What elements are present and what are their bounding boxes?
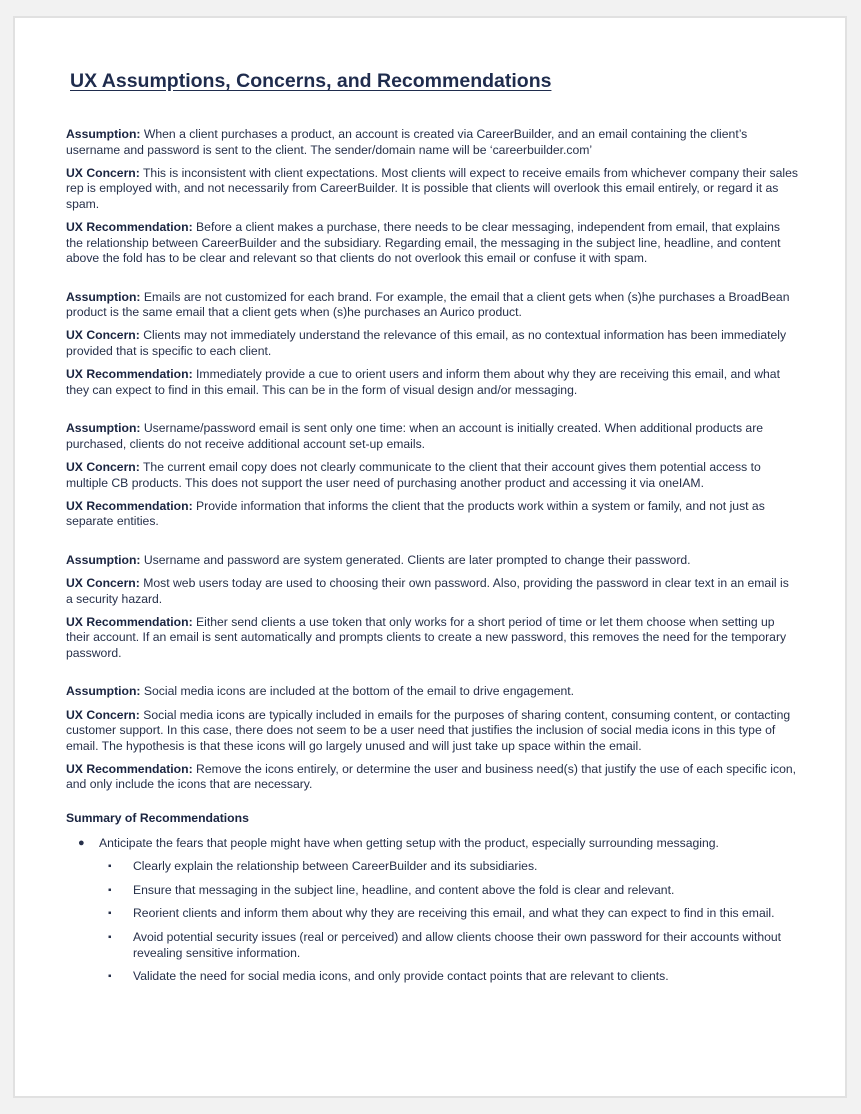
assumption-paragraph bbox=[66, 684, 798, 700]
assumption-label: Assumption: bbox=[66, 127, 141, 141]
summary-main-text: Anticipate the fears that people might have when getting setup with the product, especially surrounding messaging. bbox=[99, 835, 719, 850]
assumption-text: Username and password are system generated. Clients are later prompted to change their password. bbox=[143, 552, 691, 567]
list-item bbox=[108, 929, 798, 961]
section-password-generation bbox=[66, 553, 798, 662]
concern-label: UX Concern: bbox=[66, 460, 140, 474]
concern-paragraph bbox=[66, 708, 798, 755]
section-brand-customization bbox=[66, 290, 798, 399]
concern-paragraph bbox=[66, 328, 798, 359]
concern-paragraph bbox=[66, 166, 798, 213]
recommendation-label: UX Recommendation: bbox=[66, 614, 193, 629]
recommendation-label: UX Recommendation: bbox=[66, 367, 193, 382]
summary-sublist bbox=[99, 859, 798, 985]
assumption-label: Assumption: bbox=[66, 684, 141, 699]
document-page bbox=[13, 16, 847, 1098]
section-single-email bbox=[66, 421, 798, 530]
list-item bbox=[108, 859, 798, 875]
recommendation-paragraph bbox=[66, 220, 798, 267]
list-item bbox=[108, 882, 798, 899]
concern-label: UX Concern: bbox=[66, 328, 140, 343]
sub-bullet-text: Ensure that messaging in the subject line, headline, and content above the fold is clear and relevant. bbox=[133, 882, 675, 897]
page-title: UX Assumptions, Concerns, and Recommendations bbox=[70, 70, 552, 92]
concern-text: Social media icons are typically included in emails for the purposes of sharing content, consuming content, or contacting customer support. In this case, there does not seem to be a user need that justifies the inclusion of social media icons in this type of email. The hypothesis is that these icons will go largely unused and will just take up space within the email. bbox=[66, 707, 791, 753]
section-email-sender bbox=[66, 127, 798, 267]
assumption-label: Assumption: bbox=[66, 289, 141, 304]
dash-bullet-icon: ▪ bbox=[108, 884, 112, 896]
summary-list bbox=[66, 836, 798, 985]
concern-paragraph bbox=[66, 576, 798, 607]
dash-bullet-icon: ▪ bbox=[108, 908, 112, 920]
summary-title: Summary of Recommendations bbox=[66, 811, 249, 825]
recommendation-paragraph bbox=[66, 615, 798, 662]
recommendation-paragraph bbox=[66, 762, 798, 793]
dash-bullet-icon: ▪ bbox=[108, 931, 112, 943]
recommendation-text: Remove the icons entirely, or determine the user and business need(s) that justify the use of each specific icon, and only include the icons that are necessary. bbox=[66, 761, 797, 792]
recommendation-text: Before a client makes a purchase, there needs to be clear messaging, independent from email, that explains the relationship between CareerBuilder and the subsidiary. Regarding email, the messaging in the subject line, headline, and content above the fold has to be clear and relevant so that clients do not overlook this email or confuse it with spam. bbox=[66, 219, 781, 266]
sub-bullet-text: Clearly explain the relationship between CareerBuilder and its subsidiaries. bbox=[133, 859, 538, 874]
concern-text: The current email copy does not clearly communicate to the client that their account gives them potential access to multiple CB products. This does not support the user need of purchasing another product and accessing it via oneIAM. bbox=[66, 460, 761, 490]
concern-text: Clients may not immediately understand the relevance of this email, as no contextual information has been immediately provided that is specific to each client. bbox=[66, 328, 787, 359]
assumption-text: Username/password email is sent only one time: when an account is initially created. When additional products are purchased, clients do not receive additional account set-up emails. bbox=[66, 421, 764, 451]
sub-bullet-text: Reorient clients and inform them about why they are receiving this email, and what they can expect to find in this email. bbox=[133, 906, 775, 921]
sub-bullet-text: Avoid potential security issues (real or perceived) and allow clients choose their own password for their accounts without revealing sensitive information. bbox=[133, 929, 782, 960]
recommendation-text: Provide information that informs the client that the products work within a system or family, and not just as separate entities. bbox=[66, 498, 765, 529]
dash-bullet-icon: ▪ bbox=[108, 861, 112, 873]
concern-label: UX Concern: bbox=[66, 707, 140, 722]
concern-text: Most web users today are used to choosing their own password. Also, providing the password in clear text in an email is a security hazard. bbox=[66, 575, 789, 606]
assumption-text: When a client purchases a product, an account is created via CareerBuilder, and an email containing the client’s username and password is sent to the client. The sender/domain name will be ‘careerbuilder.com’ bbox=[66, 127, 748, 157]
assumption-paragraph bbox=[66, 553, 798, 569]
list-item bbox=[108, 969, 798, 985]
recommendation-label: UX Recommendation: bbox=[66, 761, 193, 776]
concern-paragraph bbox=[66, 460, 798, 491]
recommendation-label: UX Recommendation: bbox=[66, 219, 193, 234]
recommendation-text: Either send clients a use token that only works for a short period of time or let them choose when setting up their account. If an email is sent automatically and prompts clients to create a new password, this removes the need for the temporary password. bbox=[66, 614, 787, 660]
dash-bullet-icon: ▪ bbox=[108, 971, 112, 983]
assumption-paragraph bbox=[66, 421, 798, 452]
concern-text: This is inconsistent with client expectations. Most clients will expect to receive emails from whichever company their sales rep is employed with, and not necessarily from CareerBuilder. It is possible that clients will overlook this email entirely, or regard it as spam. bbox=[66, 165, 798, 211]
recommendation-paragraph bbox=[66, 499, 798, 530]
document-body bbox=[66, 127, 798, 993]
list-item bbox=[108, 906, 798, 922]
summary-section bbox=[66, 811, 798, 985]
recommendation-paragraph bbox=[66, 367, 798, 398]
assumption-text: Emails are not customized for each brand. For example, the email that a client gets when (s)he purchases a BroadBean product is the same email that a client gets when (s)he purchases an Aurico product. bbox=[66, 289, 790, 320]
concern-label: UX Concern: bbox=[66, 575, 140, 590]
list-item bbox=[78, 835, 798, 985]
concern-label: UX Concern: bbox=[66, 165, 140, 180]
recommendation-text: Immediately provide a cue to orient users and inform them about why they are receiving this email, and what they can expect to find in this email. This can be in the form of visual design and/or messaging. bbox=[66, 367, 780, 397]
recommendation-label: UX Recommendation: bbox=[66, 498, 193, 513]
assumption-text: Social media icons are included at the bottom of the email to drive engagement. bbox=[143, 684, 575, 699]
bullet-icon: ● bbox=[78, 836, 85, 849]
sub-bullet-text: Validate the need for social media icons, and only provide contact points that are relevant to clients. bbox=[133, 969, 669, 984]
assumption-paragraph bbox=[66, 290, 798, 321]
assumption-paragraph bbox=[66, 127, 798, 158]
assumption-label: Assumption: bbox=[66, 552, 141, 567]
section-social-icons bbox=[66, 684, 798, 793]
assumption-label: Assumption: bbox=[66, 421, 141, 436]
